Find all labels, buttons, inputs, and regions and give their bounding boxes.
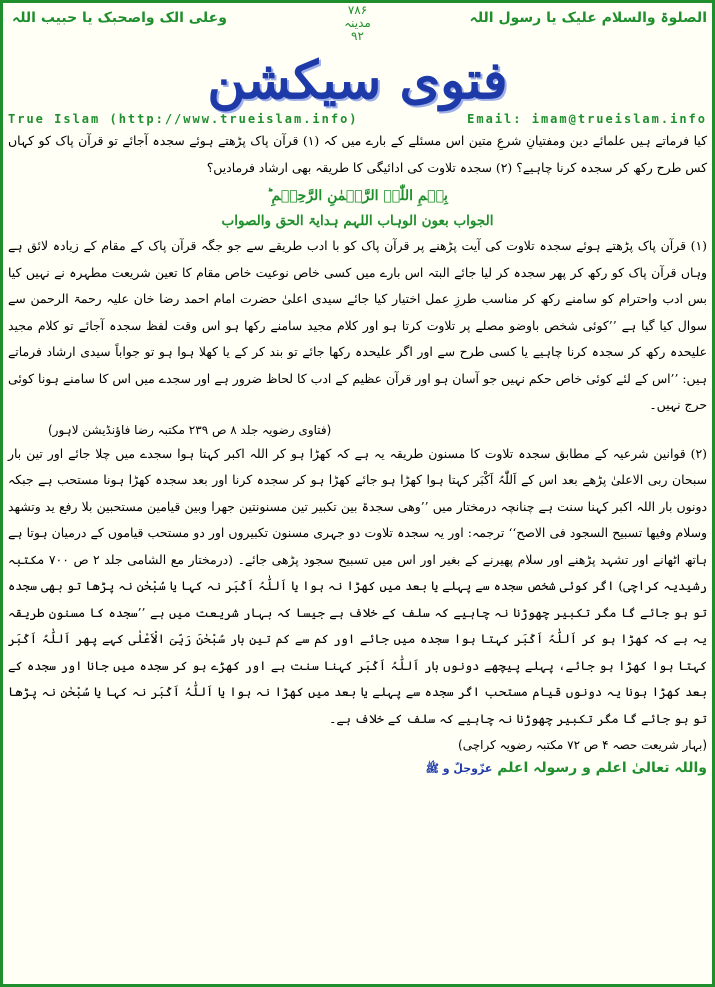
page-mark-text: مدینہ: [344, 16, 371, 30]
reference-1: (فتاوی رضویہ جلد ۸ ص ۲۳۹ مکتبہ رضا فاؤنڈیشن لاہور): [48, 422, 332, 437]
reference-2: (بہار شریعت حصہ ۴ ص ۷۲ مکتبہ رضویہ کراچی): [458, 738, 707, 752]
salutation-right: الصلوۃ والسلام علیک یا رسول اللہ: [469, 10, 707, 26]
page-mark: [344, 4, 371, 43]
salutation-left: وعلی الک واصحبک یا حبیب اللہ: [12, 10, 227, 26]
contact-line: [8, 112, 707, 126]
page-number: ۷۸۶: [347, 3, 368, 17]
answer-part-2: (۲) قوانین شرعیہ کے مطابق سجدہ تلاوت کا مسنون طریقہ یہ ہے کہ کھڑا ہو کر اللہ اکبر کہتا ہوا سجدے میں چلا جائے اور تین بار سبحان ربی الاعلیٰ پڑھے بعد اس کے اَللّٰہُ اَکْبَر کہتا ہوا کھڑا ہو جائے کھڑا ہو کر سجدہ کرنا اور بعد سجدہ کھڑا ہونا مستحب ہے جبکہ دونوں بار اللہ اکبر کہنا سنت ہے چنانچہ درمختار میں ’’وھی سجدۃ بین تکبیر تین مسنونتین جھرا وبین قیامین مستحبین بلا رفع ید وتشھد وسلام وفیھا تسبیح السجود فی الاصح‘‘ ترجمہ: اور یہ سجدہ تلاوت دو جہری مسنون تکبیروں اور دو مستحب قیاموں کے درمیان ہوتا ہے ہاتھ اٹھانے اور تشہد پڑھنے اور سلام پھیرنے کے بغیر اور اس میں تسبیح سجود پڑھی جائے۔ (درمختار مع الشامی جلد ۲ ص ۷۰۰ مکتبہ رشیدیہ کراچی) اگر کوئی شخص سجدہ سے پہلے یا بعد میں کھڑا نہ ہوا یا اَللّٰہُ اَکْبَر نہ کہا یا سُبْحٰن نہ پڑھا تو بھی سجدہ تو ہو جائے گا مگر تکبیر چھوڑنا نہ چاہیے کہ سلف کے خلاف ہے جیسا کہ بہار شریعت میں ہے ’’سجدہ کا مسنون طریقہ یہ ہے کہ کھڑا ہو کر اَللّٰہُ اَکْبَر کہتا ہوا سجدہ میں جائے اور کم سے کم تین بار سُبْحٰنَ رَبِّیَ الْاَعْلٰی کہے پھر اَللّٰہُ اَکْبَر کہتا ہوا کھڑا ہو جائے، پہلے پیچھے دونوں بار اَللّٰہُ اَکْبَر کہنا سنت ہے اور کھڑے ہو کر سجدہ میں جانا اور سجدہ کے بعد کھڑا ہونا یہ دونوں قیام مستحب اگر سجدہ سے پہلے یا بعد میں کھڑا نہ ہوا یا اَللّٰہُ اَکْبَر نہ کہا یا سُبْحٰن نہ پڑھا تو ہو جائے گا مگر تکبیر چھوڑنا نہ چاہیے کہ سلف کے خلاف ہے۔: [8, 445, 708, 726]
answer-part-1: (۱) قرآن پاک پڑھتے ہوئے سجدہ تلاوت کی آیت پڑھنے پر قرآن پاک کو با ادب طریقے سے جو جگہ قرآن پاک کے مقام کے زیادہ لائق ہے وہاں قرآن پاک کو رکھ کر پھر سجدہ کر لیا جائے البتہ اس بارے میں کسی خاص نوعیت خاص مقام کا تعین شریعت مطہرہ نے نہیں کیا بس ادب واحترام کو سامنے رکھ کر مناسب طرزِ عمل اختیار کیا جائے سیدی اعلیٰ حضرت امام احمد رضا خان علیہ رحمۃ الرحمن سے سوال کیا گیا ہے ’’کوئی شخص باوضو مصلے پر تلاوت کرتا ہو اور کلام مجید سامنے رکھا ہو اس وقت لفظ سجدہ آجائے تو کلام مجید علیحدہ رکھ کر سجدہ کرنا چاہیے یا کسی طرح سے اور اگر علیحدہ رکھا جائے تو بند کر کے یا کھلا ہوا ہو تو جواباً سیدی ارشاد فرماتے ہیں: ’’اس کے لئے کوئی خاص حکم نہیں جو آسان ہو اور قرآن عظیم کے ادب کا لحاظ ضرور ہے اور سجدے میں اس کا سامنے ہونا کوئی حرج نہیں۔: [8, 238, 707, 412]
question-text: کیا فرماتے ہیں علمائے دین ومفتیانِ شرعِ متین اس مسئلے کے بارے میں کہ (۱) قرآن پاک پڑھتے ہوئے سجدہ آجائے تو قرآن پاک کو کہاں کس طرح رکھ کر سجدہ کرنا چاہیے؟ (۲) سجدہ تلاوت کی ادائیگی کا طریقہ بھی ارشاد فرمادیں؟: [8, 133, 707, 175]
closing-text: واللہ تعالیٰ اعلم و رسولہ اعلم: [497, 760, 707, 776]
fatwa-content: [8, 128, 707, 781]
header-bar: [8, 4, 707, 48]
email-link[interactable]: Email: imam@trueislam.info: [467, 112, 707, 126]
closing-seal: عزّوجلّ و ﷺ: [425, 762, 493, 775]
page-title: فتوی سیکشن: [207, 50, 508, 111]
closing-line: [8, 756, 707, 781]
site-link[interactable]: True Islam (http://www.trueislam.info): [8, 112, 359, 126]
answer-heading: الجواب بعون الوہاب اللہم ہدایۃ الحق والصواب: [221, 213, 494, 229]
page-sub-number: ۹۲: [351, 29, 364, 43]
bismillah: بِسۡمِ اللّٰہِ الرَّحۡمٰنِ الرَّحِیۡمِ ؕ: [267, 188, 448, 204]
